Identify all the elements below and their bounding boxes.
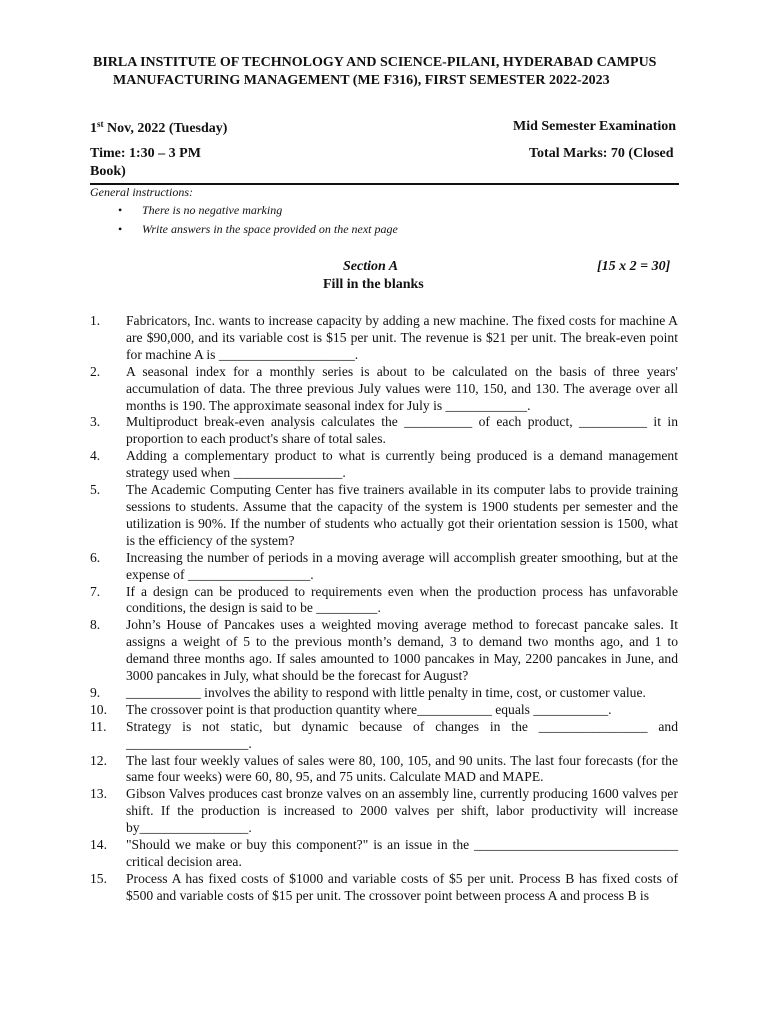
question-text: The Academic Computing Center has five trainers available in its computer labs to provide training sessions to students. Assume that the capacity of the system is 1900 students per semester and the utilization is 90%. If the number of students who actually got their orientation session is 1500, what is the efficiency of the system? <box>126 482 678 548</box>
question-number: 1. <box>90 313 101 328</box>
question-text: Increasing the number of periods in a moving average will accomplish greater smoothing, but at the expense of __________________. <box>126 549 678 582</box>
question-text: The last four weekly values of sales were 80, 100, 105, and 90 units. The last four forecasts (for the same four weeks) were 60, 80, 95, and 75 units. Calculate MAD and MAPE. <box>126 752 678 785</box>
section-marks: [15 x 2 = 30] <box>597 259 671 274</box>
question-number: 15. <box>90 870 107 886</box>
total-marks: Total Marks: 70 (Closed <box>529 146 674 161</box>
question-item <box>90 837 678 871</box>
question-text: Strategy is not static, but dynamic because of changes in the ________________ and __________________. <box>126 718 678 751</box>
question-item <box>90 719 678 753</box>
question-item <box>90 448 678 482</box>
instruction-item <box>118 203 282 218</box>
section-subtitle: Fill in the blanks <box>323 277 424 292</box>
question-item <box>90 482 678 550</box>
question-number: 9. <box>90 684 101 700</box>
question-item <box>90 584 678 618</box>
question-number: 12. <box>90 752 107 768</box>
exam-type: Mid Semester Examination <box>513 119 677 134</box>
question-number: 13. <box>90 786 107 802</box>
bullet-icon: • <box>118 222 123 236</box>
exam-date-day: 1 <box>90 121 97 136</box>
instruction-text: Write answers in the space provided on the next page <box>142 222 398 236</box>
section-title: Section A <box>343 259 399 274</box>
question-text: Gibson Valves produces cast bronze valves on an assembly line, currently producing 1600 valves per shift. If the production is increased to 2000 valves per shift, labor productivity will increase by________________. <box>126 786 678 836</box>
question-list <box>90 313 678 905</box>
question-text: A seasonal index for a monthly series is about to be calculated on the basis of three years' accumulation of data. The three previous July values were 110, 150, and 130. The average over all months is 190. The approximate seasonal index for July is ____________. <box>126 363 678 413</box>
question-text: Fabricators, Inc. wants to increase capacity by adding a new machine. The fixed costs for machine A are $90,000, and its variable cost is $15 per unit. The revenue is $21 per unit. The break-even point for machine A is ____________________. <box>126 313 678 362</box>
question-number: 4. <box>90 448 101 464</box>
total-marks-continued: Book) <box>90 164 126 179</box>
question-item <box>90 313 678 364</box>
question-item <box>90 550 678 584</box>
question-number: 14. <box>90 837 107 853</box>
instruction-text: There is no negative marking <box>142 203 283 217</box>
question-text: Adding a complementary product to what is currently being produced is a demand management strategy used when ________________. <box>126 448 678 481</box>
bullet-icon: • <box>118 203 123 217</box>
instructions-heading: General instructions: <box>90 185 193 199</box>
question-text: John’s House of Pancakes uses a weighted moving average method to forecast pancake sales. It assigns a weight of 5 to the previous month’s demand, 3 to demand two months ago, and 1 to demand three months ago. If sales amounted to 1000 pancakes in May, 2200 pancakes in June, and 3000 pancakes in July, what should be the forecast for August? <box>126 617 678 684</box>
question-text: Multiproduct break-even analysis calculates the __________ of each product, __________ it in proportion to each product's share of total sales. <box>126 414 678 447</box>
question-text: Process A has fixed costs of $1000 and variable costs of $5 per unit. Process B has fixed costs of $500 and variable costs of $15 per unit. The crossover point between process A and process B is <box>126 870 678 903</box>
question-item <box>90 364 678 415</box>
question-number: 3. <box>90 414 101 430</box>
question-number: 2. <box>90 363 101 379</box>
question-item <box>90 871 678 905</box>
exam-date <box>90 119 227 137</box>
question-text: If a design can be produced to requirements even when the production process has unfavorable conditions, the design is said to be _________. <box>126 583 678 616</box>
question-item <box>90 685 678 702</box>
exam-time: Time: 1:30 – 3 PM <box>90 146 201 161</box>
question-item <box>90 753 678 787</box>
question-number: 8. <box>90 617 101 633</box>
instruction-item <box>118 222 398 237</box>
question-number: 5. <box>90 482 101 498</box>
question-number: 10. <box>90 701 107 717</box>
question-number: 7. <box>90 583 101 599</box>
question-item <box>90 786 678 837</box>
exam-date-suffix: st <box>97 119 104 129</box>
question-text: ___________ involves the ability to respond with little penalty in time, cost, or customer value. <box>126 684 646 700</box>
question-text: "Should we make or buy this component?" is an issue in the ______________________________ critical decision area. <box>126 837 678 869</box>
question-number: 11. <box>90 718 107 734</box>
question-number: 6. <box>90 549 101 565</box>
exam-date-rest: Nov, 2022 (Tuesday) <box>103 121 228 136</box>
question-text: The crossover point is that production quantity where___________ equals ___________. <box>126 701 612 717</box>
course-title: MANUFACTURING MANAGEMENT (ME F316), FIRST SEMESTER 2022-2023 <box>113 73 610 88</box>
question-item <box>90 702 678 719</box>
question-item <box>90 617 678 685</box>
institute-name: BIRLA INSTITUTE OF TECHNOLOGY AND SCIENCE-PILANI, HYDERABAD CAMPUS <box>93 55 657 70</box>
question-item <box>90 414 678 448</box>
